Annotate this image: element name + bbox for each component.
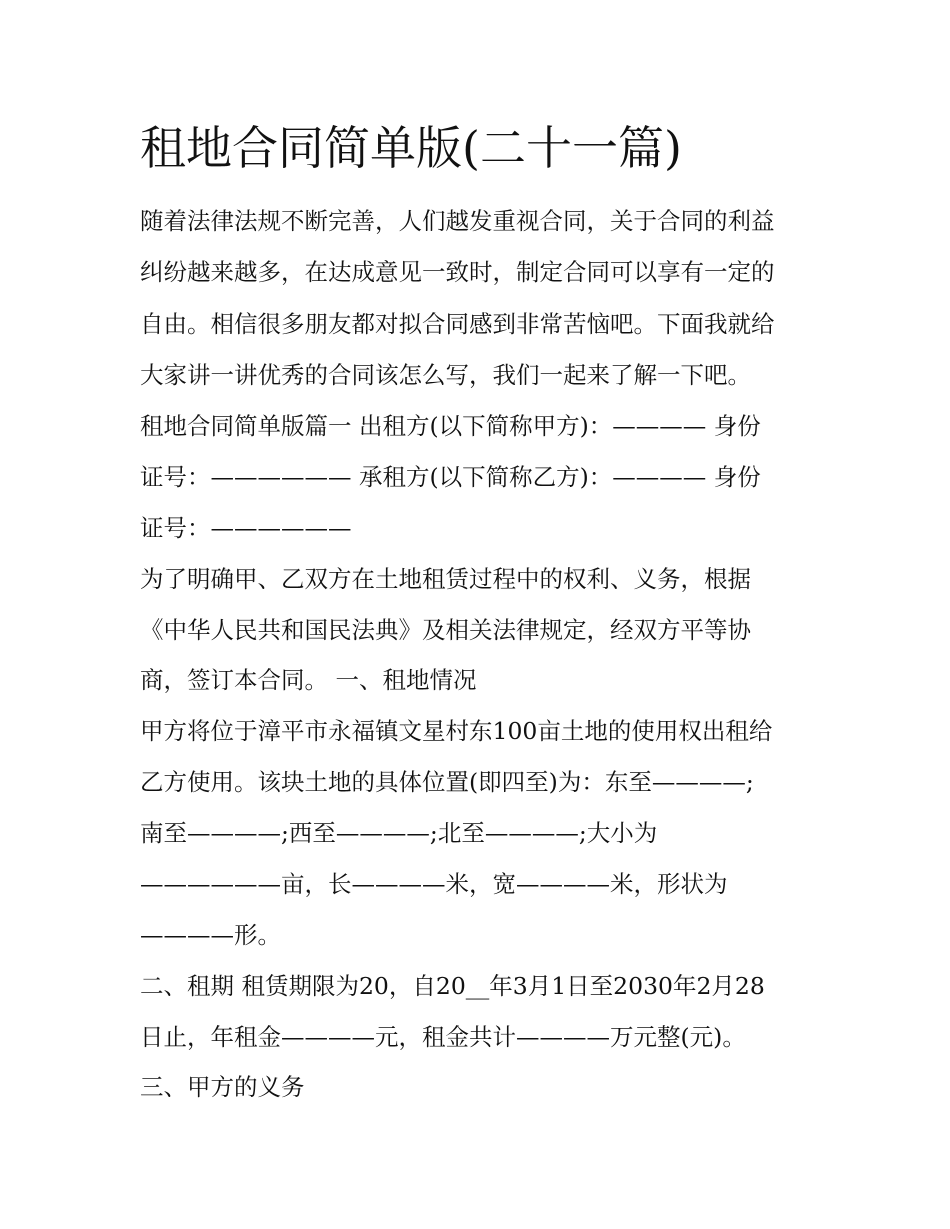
- paragraph-line: 南至————;西至————;北至————;大小为: [140, 819, 658, 847]
- document-title: 租地合同简单版(二十一篇): [140, 121, 682, 175]
- paragraph-line: 乙方使用。该块土地的具体位置(即四至)为：东至————;: [140, 768, 754, 796]
- paragraph-line: 证号：—————— 承租方(以下简称乙方)：———— 身份: [140, 463, 761, 491]
- paragraph-line: 甲方将位于漳平市永福镇文星村东100亩土地的使用权出租给: [140, 717, 773, 745]
- paragraph-line: 自由。相信很多朋友都对拟合同感到非常苦恼吧。下面我就给: [140, 310, 775, 338]
- paragraph-line: 纠纷越来越多，在达成意见一致时，制定合同可以享有一定的: [140, 258, 775, 286]
- paragraph-line: 商，签订本合同。 一、租地情况: [140, 666, 477, 694]
- paragraph-line: 日止，年租金————元，租金共计————万元整(元)。: [140, 1023, 746, 1051]
- paragraph-line: 随着法律法规不断完善，人们越发重视合同，关于合同的利益: [140, 207, 775, 235]
- paragraph-line: 二、租期 租赁期限为20，自20__年3月1日至2030年2月28: [140, 972, 765, 1000]
- paragraph-line: 为了明确甲、乙双方在土地租赁过程中的权利、义务，根据: [140, 565, 751, 593]
- paragraph-line: 租地合同简单版篇一 出租方(以下简称甲方)：———— 身份: [140, 412, 761, 440]
- section-heading: 三、甲方的义务: [140, 1073, 305, 1101]
- paragraph-line: ————形。: [140, 921, 281, 949]
- paragraph-line: ——————亩，长————米，宽————米，形状为: [140, 870, 728, 898]
- paragraph-line: 《中华人民共和国民法典》及相关法律规定，经双方平等协: [140, 616, 751, 644]
- paragraph-line: 证号：——————: [140, 514, 352, 542]
- paragraph-line: 大家讲一讲优秀的合同该怎么写，我们一起来了解一下吧。: [140, 361, 751, 389]
